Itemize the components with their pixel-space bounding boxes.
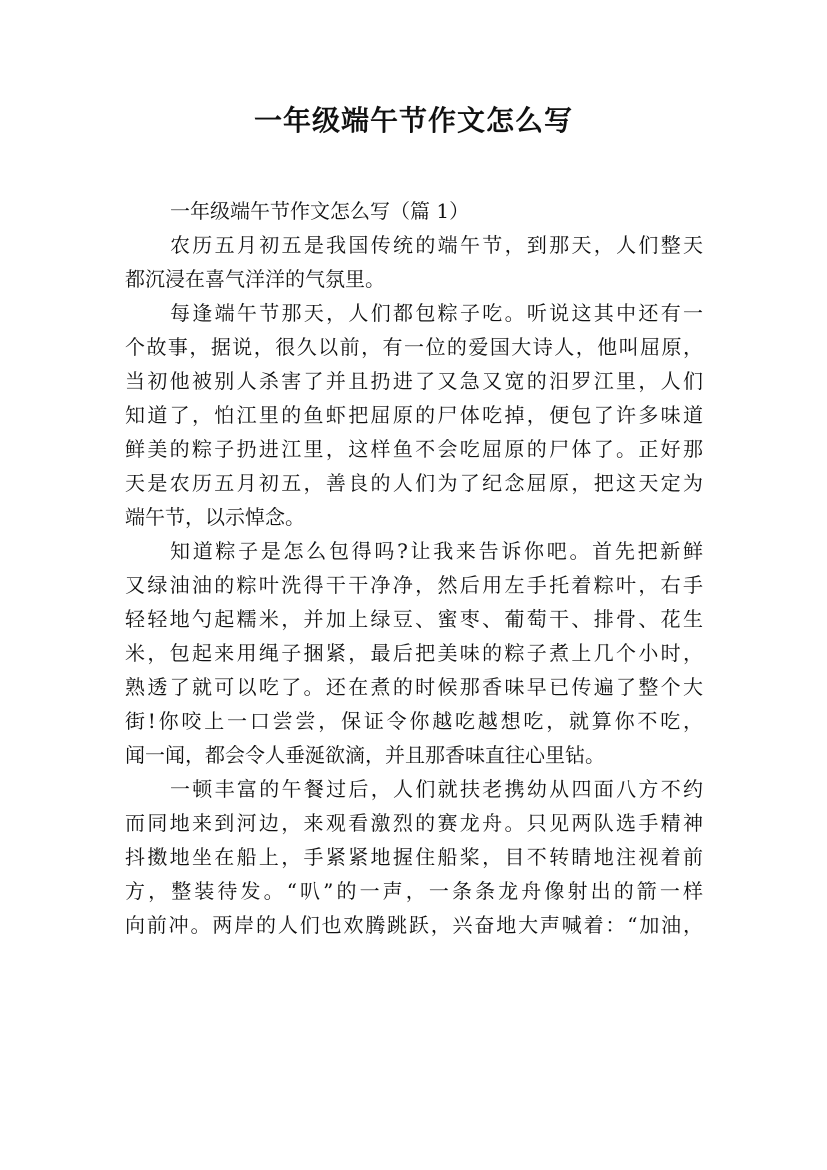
text-line: 个故事，据说，很久以前，有一位的爱国大诗人，他叫屈原，: [125, 335, 703, 359]
document-body: [125, 194, 703, 942]
text-line: 向前冲。两岸的人们也欢腾跳跃，兴奋地大声喊着：“加油，: [125, 913, 703, 937]
text-line: 端午节，以示悼念。: [125, 505, 305, 529]
text-line: 又绿油油的粽叶洗得干干净净，然后用左手托着粽叶，右手: [125, 573, 703, 597]
text-line: 街!你咬上一口尝尝，保证令你越吃越想吃，就算你不吃，: [125, 709, 703, 733]
text-line: 都沉浸在喜气洋洋的气氛里。: [125, 267, 385, 291]
text-line: 每逢端午节那天，人们都包粽子吃。听说这其中还有一: [170, 301, 703, 325]
text-line: 鲜美的粽子扔进江里，这样鱼不会吃屈原的尸体了。正好那: [125, 437, 703, 461]
document-title: 一年级端午节作文怎么写: [253, 104, 573, 137]
text-line: 轻轻地勺起糯米，并加上绿豆、蜜枣、葡萄干、排骨、花生: [125, 607, 703, 631]
text-line: 闻一闻，都会令人垂涎欲滴，并且那香味直往心里钻。: [125, 743, 605, 767]
text-line: 知道了，怕江里的鱼虾把屈原的尸体吃掉，便包了许多味道: [125, 403, 703, 427]
text-line: 抖擞地坐在船上，手紧紧地握住船桨，目不转睛地注视着前: [125, 845, 703, 869]
text-line: 方，整装待发。“叭”的一声，一条条龙舟像射出的箭一样: [125, 879, 703, 903]
text-line: 天是农历五月初五，善良的人们为了纪念屈原，把这天定为: [125, 471, 703, 495]
text-line: 当初他被别人杀害了并且扔进了又急又宽的汨罗江里，人们: [125, 369, 703, 393]
text-line: 一年级端午节作文怎么写（篇 1）: [170, 199, 470, 223]
text-line: 农历五月初五是我国传统的端午节，到那天，人们整天: [170, 233, 703, 257]
text-line: 米，包起来用绳子捆紧，最后把美味的粽子煮上几个小时，: [125, 641, 703, 665]
text-line: 而同地来到河边，来观看激烈的赛龙舟。只见两队选手精神: [125, 811, 703, 835]
text-line: 熟透了就可以吃了。还在煮的时候那香味早已传遍了整个大: [125, 675, 703, 699]
text-line: 一顿丰富的午餐过后，人们就扶老携幼从四面八方不约: [170, 777, 703, 801]
text-line: 知道粽子是怎么包得吗?让我来告诉你吧。首先把新鲜: [170, 539, 703, 563]
